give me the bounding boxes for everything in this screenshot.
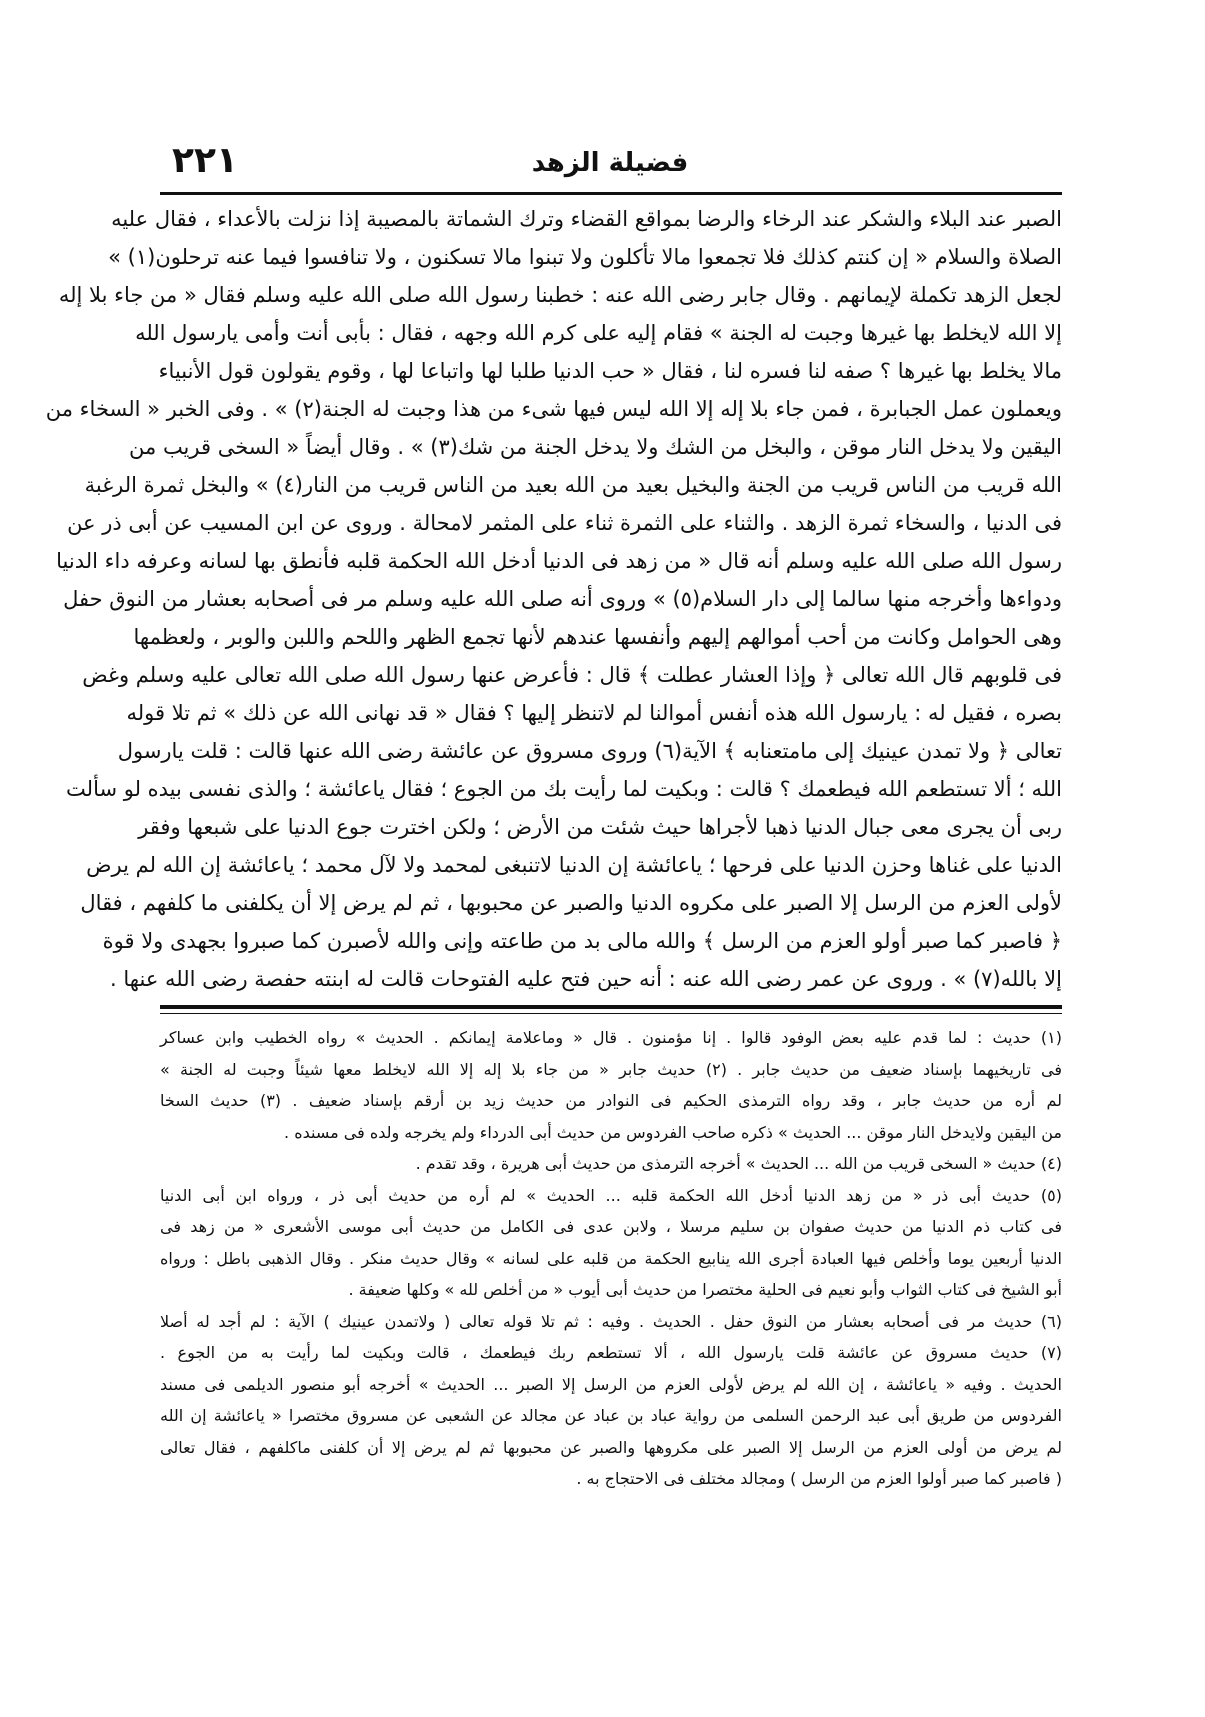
text-line: رسول الله صلى الله عليه وسلم أنه قال « من زهد فى الدنيا أدخل الله الحكمة قلبه فأنطق بها لسانه وعرفه داء الدنيا [56, 549, 1062, 573]
text-line: ربى أن يجرى معى جبال الدنيا ذهبا لأجراها حيث شئت من الأرض ؛ ولكن اخترت جوع الدنيا على شبعها وفقر [138, 815, 1062, 839]
footnote-line: فى كتاب ذم الدنيا من حديث صفوان بن سليم مرسلا ، ولابن عدى فى الكامل من حديث أبى موسى الأشعرى « من زهد فى [160, 1217, 1062, 1236]
footnote-line: (٤) حديث « السخى قريب من الله ... الحديث » أخرجه الترمذى من حديث أبى هريرة ، وقد تقدم . [415, 1154, 1062, 1173]
footnote-line: فى تاريخيهما بإسناد ضعيف من حديث جابر . (٢) حديث جابر « من جاء بلا إله إلا الله لايخلط معها شيئاً وجبت له الجنة » [160, 1059, 1063, 1079]
text-line: الصبر عند البلاء والشكر عند الرخاء والرضا بمواقع القضاء وترك الشماتة بالمصيبة إذا نزلت بالأعداء ، فقال عليه [111, 207, 1062, 231]
text-line: ﴿ فاصبر كما صبر أولو العزم من الرسل ﴾ والله مالى بد من طاعته وإنى والله لأصبرن كما صبروا بجهدى ولا قوة [102, 929, 1062, 953]
text-line: وهى الحوامل وكانت من أحب أموالهم إليهم وأنفسها عندهم لأنها تجمع الظهر واللحم واللبن والوبر ، ولعظمها [133, 625, 1062, 649]
text-line: تعالى ﴿ ولا تمدن عينيك إلى مامتعنابه ﴾ الآية(٦) وروى مسروق عن عائشة رضى الله عنها قالت : قلت يارسول [117, 739, 1062, 763]
text-line: إلا بالله(٧) » . وروى عن عمر رضى الله عنه : أنه حين فتح عليه الفتوحات قالت له ابنته حفصة رضى الله عنها . [110, 967, 1062, 991]
footnote-line: الفردوس من طريق أبى عبد الرحمن السلمى من رواية عباد بن عباد عن مجالد عن الشعبى عن مسروق مختصرا « ياعائشة إن الله [160, 1406, 1062, 1425]
footnote-line: الدنيا أربعين يوما وأخلص فيها العبادة أجرى الله ينابيع الحكمة من قلبه على لسانه » وقال حديث منكر . وقال الذهبى باطل : ورواه [160, 1248, 1062, 1268]
footnote-line: الحديث . وفيه « ياعائشة ، إن الله لم يرض لأولى العزم من الرسل إلا الصبر ... الحديث » أخرجه أبو منصور الديلمى فى مسند [160, 1374, 1062, 1394]
footnote-line: (٥) حديث أبى ذر « من زهد الدنيا أدخل الله الحكمة قلبه ... الحديث » لم أره من حديث أبى ذر ، ورواه ابن أبى الدنيا [160, 1185, 1062, 1205]
page-number: ٢٢١ [172, 140, 238, 181]
text-line: الله قريب من الناس قريب من الجنة والبخيل بعيد من الله بعيد من الناس قريب من النار(٤) » والبخل ثمرة الرغبة [84, 473, 1062, 497]
page-header [160, 140, 1060, 190]
text-line: ودواءها وأخرجه منها سالما إلى دار السلام(٥) » وروى أنه صلى الله عليه وسلم مر فى أصحابه بعشار من النوق حفل [63, 587, 1062, 611]
text-line: ويعملون عمل الجبابرة ، فمن جاء بلا إله إلا الله ليس فيها شىء من هذا وجبت له الجنة(٢) » . وفى الخبر « السخاء من [45, 397, 1062, 421]
footnote-divider [160, 1005, 1062, 1009]
text-line: لأولى العزم من الرسل إلا الصبر على مكروه الدنيا والصبر عن محبوبها ، ثم لم يرض إلا أن يكلفنى ما كلفهم ، فقال [80, 891, 1062, 915]
text-line: لجعل الزهد تكملة لإيمانهم . وقال جابر رضى الله عنه : خطبنا رسول الله صلى الله عليه وسلم فقال « من جاء بلا إله [58, 283, 1062, 307]
text-line: الدنيا على غناها وحزن الدنيا على فرحها ؛ ياعائشة إن الدنيا لاتنبغى لمحمد ولا لآل محمد ؛ ياعائشة إن الله لم يرض [86, 853, 1062, 877]
main-text [45, 200, 1062, 998]
text-line: فى الدنيا ، والسخاء ثمرة الزهد . والثناء على الثمرة ثناء على المثمر لامحالة . وروى عن ابن المسيب عن أبى ذر عن [67, 511, 1062, 535]
text-line: الصلاة والسلام « إن كنتم كذلك فلا تجمعوا مالا تأكلون ولا تبنوا مالا تسكنون ، ولا تنافسوا فيما عنه ترحلون(١) » [108, 245, 1062, 269]
text-line: فى قلوبهم قال الله تعالى ﴿ وإذا العشار عطلت ﴾ قال : فأعرض عنها رسول الله صلى الله تعالى عليه وسلم وغض [82, 663, 1062, 687]
footnote-line: (٦) حديث مر فى أصحابه بعشار من النوق حفل . الحديث . وفيه : ثم تلا قوله تعالى ( ولاتمدن عينيك ) الآية : لم أجد له أصلا [160, 1311, 1062, 1331]
footnote-line: لم أره من حديث جابر ، وقد رواه الترمذى الحكيم فى النوادر من حديث زيد بن أرقم بإسناد ضعيف . (٣) حديث السخا [160, 1091, 1062, 1110]
text-line: بصره ، فقيل له : يارسول الله هذه أنفس أموالنا لم لاتنظر إليها ؟ فقال « قد نهانى الله عن ذلك » ثم تلا قوله [126, 701, 1062, 725]
header-divider [160, 192, 1062, 195]
text-line: إلا الله لايخلط بها غيرها وجبت له الجنة » فقام إليه على كرم الله وجهه ، فقال : بأبى أنت وأمى يارسول الله [135, 321, 1062, 345]
footnote-divider-thin [160, 1013, 1062, 1014]
text-line: مالا يخلط بها غيرها ؟ صفه لنا فسره لنا ، فقال « حب الدنيا طلبا لها واتباعا لها ، وقوم يقولون قول الأنبياء [158, 359, 1062, 383]
footnote-line: (٧) حديث مسروق عن عائشة قلت يارسول الله ، ألا تستطعم ربك فيطعمك ، قالت وبكيت لما رأيت به من الجوع . [160, 1343, 1062, 1362]
text-line: الله ؛ ألا تستطعم الله فيطعمك ؟ قالت : وبكيت لما رأيت بك من الجوع ؛ فقال ياعائشة ؛ والذى نفسى بيده لو سألت [66, 777, 1062, 801]
footnote-line: لم يرض من أولى العزم من الرسل إلا الصبر على مكروهها والصبر عن محبوبها ثم لم يرض إلا أن كلفنى ماكلفهم ، فقال تعالى [160, 1437, 1062, 1457]
footnote-line: (١) حديث : لما قدم عليه بعض الوفود قالوا . إنا مؤمنون . قال « وماعلامة إيمانكم . الحديث » رواه الخطيب وابن عساكر [160, 1028, 1062, 1047]
footnote-line: أبو الشيخ فى كتاب الثواب وأبو نعيم فى الحلية مختصرا من حديث أبى أيوب « من أخلص لله » وكلها ضعيفة . [348, 1280, 1062, 1299]
footnote-line: ( فاصبر كما صبر أولوا العزم من الرسل ) ومجالد مختلف فى الاحتجاج به . [576, 1469, 1062, 1488]
text-line: اليقين ولا يدخل النار موقن ، والبخل من الشك ولا يدخل الجنة من شك(٣) » . وقال أيضاً « السخى قريب من [129, 435, 1062, 459]
footnote-line: من اليقين ولايدخل النار موقن ... الحديث » ذكره صاحب الفردوس من حديث أبى الدرداء ولم يخرجه ولده فى مسنده . [284, 1122, 1062, 1142]
chapter-title: فضيلة الزهد [531, 148, 689, 178]
footnotes [160, 1022, 1062, 1495]
